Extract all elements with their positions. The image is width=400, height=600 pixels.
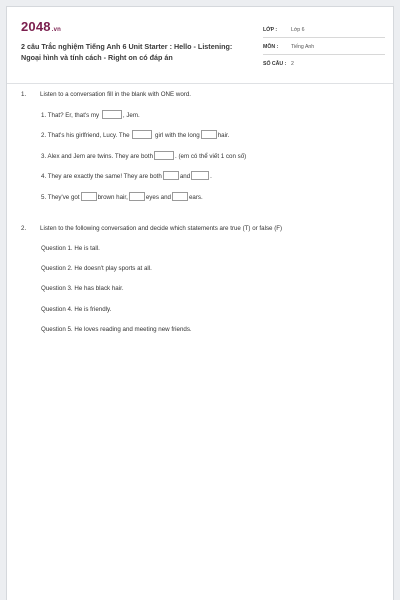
q1-item-4-blank-2[interactable] xyxy=(191,171,209,180)
logo-main: 2048 xyxy=(21,19,51,34)
q1-item-4 xyxy=(41,171,212,182)
q1-item-3-blank-1[interactable] xyxy=(154,151,174,160)
q2-item-5: Question 5. He loves reading and meeting new friends. xyxy=(41,326,192,333)
question-1-number: 1. xyxy=(21,91,27,98)
meta-class-label: LỚP : xyxy=(263,27,278,33)
header-divider xyxy=(7,83,393,84)
q1-item-4-text-c: . xyxy=(210,173,212,180)
q1-item-2-blank-1[interactable] xyxy=(132,130,152,139)
document-title: 2 câu Trắc nghiệm Tiếng Anh 6 Unit Starter : Hello - Listening: Ngoại hình và tính cách - Right on có đáp án xyxy=(21,42,233,62)
site-logo[interactable] xyxy=(21,19,61,34)
meta-class-row xyxy=(263,23,385,38)
q1-item-1-text-b: , Jem. xyxy=(122,112,140,119)
meta-info xyxy=(263,23,385,73)
q1-item-3 xyxy=(41,151,246,162)
q2-item-4: Question 4. He is friendly. xyxy=(41,306,112,313)
q1-item-1 xyxy=(41,110,140,121)
q1-item-5-blank-1[interactable] xyxy=(81,192,97,201)
q1-item-2 xyxy=(41,130,229,141)
q1-item-2-text-a: 2. That's his girlfriend, Lucy. The xyxy=(41,132,130,139)
q1-item-5-text-c: eyes and xyxy=(145,194,171,201)
q1-item-1-text-a: 1. That? Er, that's my xyxy=(41,112,100,119)
logo-tld: .vn xyxy=(51,27,62,33)
meta-count-value: 2 xyxy=(291,61,294,67)
q1-item-4-text-b: and xyxy=(179,173,191,180)
q1-item-3-text-a: 3. Alex and Jem are twins. They are both xyxy=(41,153,154,160)
meta-subject-label: MÔN : xyxy=(263,44,279,50)
q1-item-3-text-b: . (em có thể viết 1 con số) xyxy=(175,153,247,160)
q1-item-5-text-b: brown hair, xyxy=(97,194,128,201)
q2-item-3: Question 3. He has black hair. xyxy=(41,285,124,292)
question-2-prompt: Listen to the following conversation and decide which statements are true (T) or false (F) xyxy=(40,225,283,232)
meta-count-label: SỐ CÂU : xyxy=(263,61,287,67)
meta-subject-row xyxy=(263,40,385,55)
meta-subject-value: Tiếng Anh xyxy=(291,44,315,50)
q1-item-1-blank-1[interactable] xyxy=(102,110,122,119)
meta-class-value: Lớp 6 xyxy=(291,27,305,33)
q2-item-1: Question 1. He is tall. xyxy=(41,245,100,252)
q2-item-2: Question 2. He doesn't play sports at all. xyxy=(41,265,152,272)
meta-count-row xyxy=(263,57,385,71)
q1-item-5 xyxy=(41,192,203,203)
worksheet xyxy=(6,6,394,600)
question-2-number: 2. xyxy=(21,225,27,232)
q1-item-2-text-c: hair. xyxy=(217,132,230,139)
q1-item-5-text-d: ears. xyxy=(188,194,203,201)
q1-item-2-text-b: girl with the long xyxy=(155,132,200,139)
q1-item-4-blank-1[interactable] xyxy=(163,171,179,180)
q1-item-2-blank-2[interactable] xyxy=(201,130,217,139)
q1-item-5-blank-3[interactable] xyxy=(172,192,188,201)
header xyxy=(21,19,385,75)
q1-item-5-text-a: 5. They've got xyxy=(41,194,80,201)
q1-item-5-blank-2[interactable] xyxy=(129,192,145,201)
q1-item-4-text-a: 4. They are exactly the same! They are both xyxy=(41,173,162,180)
question-1-prompt: Listen to a conversation fill in the blank with ONE word. xyxy=(40,91,191,98)
